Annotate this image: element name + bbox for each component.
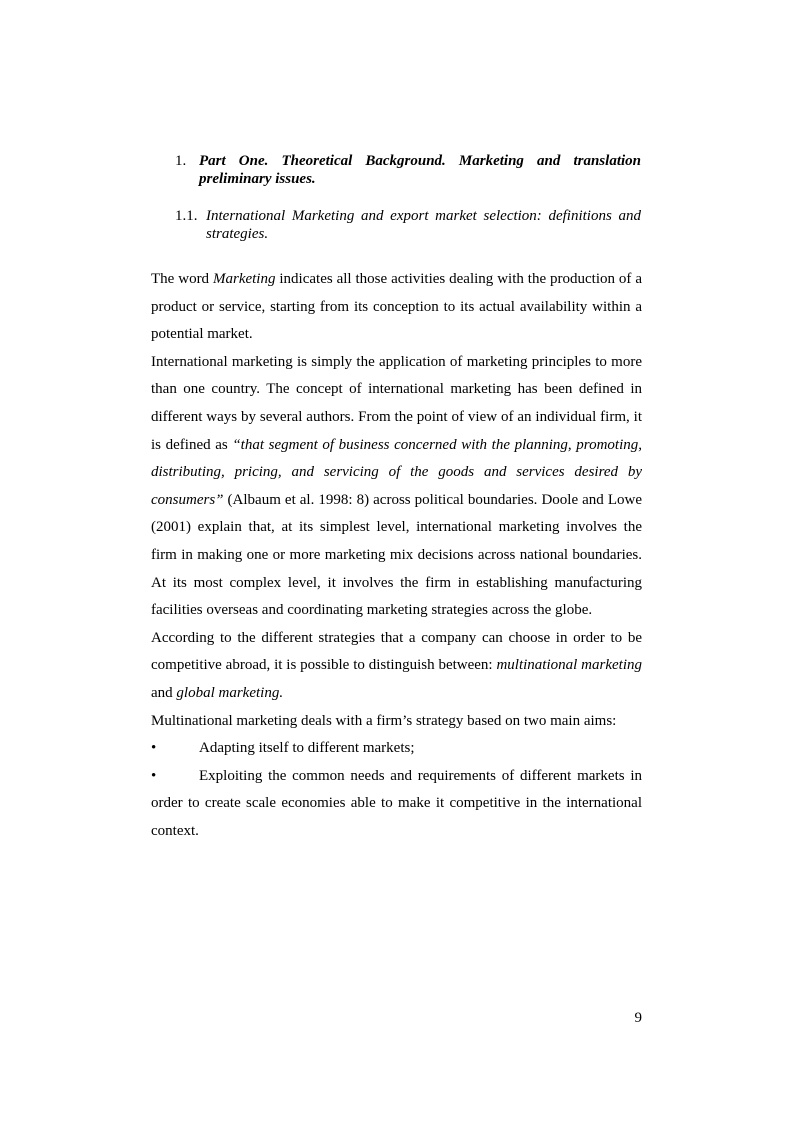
page-number: 9 <box>634 1010 642 1026</box>
subsection-heading-text: International Marketing and export market selection: definitions and strategies. <box>206 208 641 242</box>
bullet-text: Exploiting the common needs and requirements of different markets in order to create scale economies able to make it competitive in the international context. <box>151 767 642 839</box>
para1-term: Marketing <box>212 271 276 287</box>
section-heading <box>175 152 641 188</box>
para1-text-a: The word <box>151 271 213 287</box>
paragraph-strategies <box>151 625 642 708</box>
para3-text-and: and <box>151 684 177 701</box>
bullet-text: Adapting itself to different markets; <box>199 740 415 757</box>
para1-text-c: indicates all those activities dealing with the production of a product or service, starting from its conception to its actual availability within a potential market. <box>151 271 642 343</box>
para2-text-a: International marketing is simply the application of marketing principles to more than one country. The concept of international marketing has been defined in different ways by several authors. From the point of view of an individual firm, it is defined as <box>151 353 642 453</box>
subsection-heading-number: 1.1. <box>175 208 198 224</box>
body-text <box>151 266 642 845</box>
para2-quote: “that segment of business concerned with the planning, promoting, distributing, pricing, and servicing of the goods and services desired by consumers” <box>151 436 642 508</box>
paragraph-multinational: Multinational marketing deals with a firm’s strategy based on two main aims: <box>151 712 617 729</box>
para3-text-a: According to the different strategies that a company can choose in order to be competitive abroad, it is possible to distinguish between: <box>151 629 642 674</box>
paragraph-marketing-definition <box>151 266 642 349</box>
section-heading-text: Part One. Theoretical Background. Marketing and translation preliminary issues. <box>199 153 641 187</box>
bullet-item: • Exploiting the common needs and requirements of different markets in order to create scale economies able to make it competitive in the international context. <box>151 767 642 839</box>
bullet-symbol: • <box>151 740 157 757</box>
bullet-item <box>151 735 642 763</box>
para3-term-multinational: multinational marketing <box>496 657 642 674</box>
paragraph-international-marketing <box>151 349 642 625</box>
para2-text-c: (Albaum et al. 1998: 8) across political boundaries. Doole and Lowe (2001) explain that, at its simplest level, international marketing involves the firm in making one or more marketing mix decisions across national boundaries. At its most complex level, it involves the firm in establishing manufacturing facilities overseas and coordinating marketing strategies across the globe. <box>151 491 642 619</box>
para3-term-global: global marketing. <box>176 684 284 701</box>
subsection-heading <box>175 207 641 243</box>
section-heading-number: 1. <box>175 153 187 169</box>
